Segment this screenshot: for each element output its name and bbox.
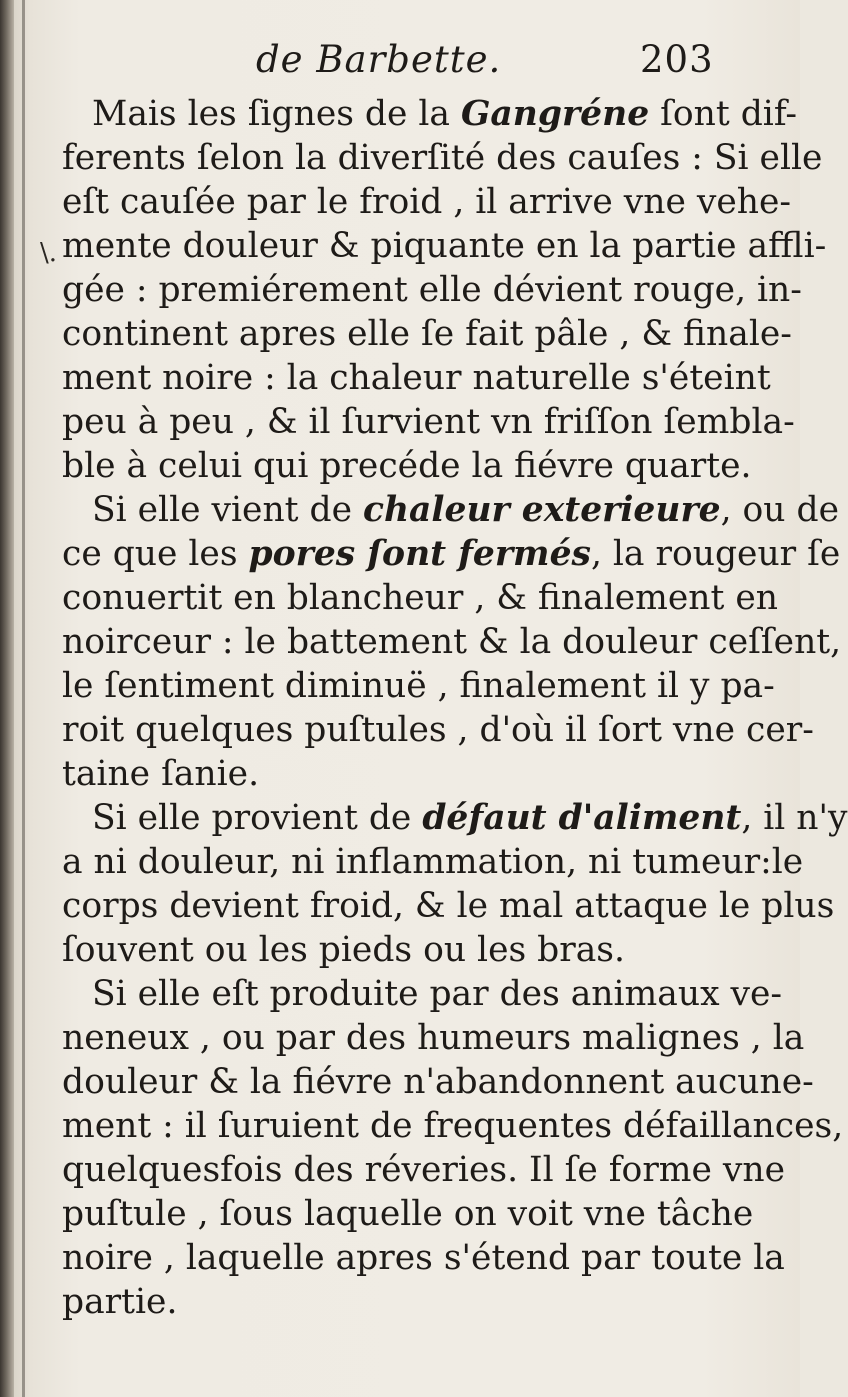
page-header [0, 38, 800, 98]
text-line: ce que les pores ſont fermés, la rougeur ſe [62, 534, 841, 574]
body-text [62, 92, 848, 1324]
text-line: Si elle provient de défaut d'aliment, il n'y [92, 798, 848, 838]
text-line: le ſentiment diminuë , finalement il y pa- [62, 666, 775, 706]
text-line: roit quelques puſtules , d'où il ſort vne cer- [62, 710, 814, 750]
text-line: neneux , ou par des humeurs malignes , la [62, 1018, 805, 1058]
paragraph-2 [62, 488, 842, 796]
page-number: 203 [640, 38, 714, 81]
text-line: puſtule , ſous laquelle on voit vne tâche [62, 1194, 754, 1234]
text-line: Si elle vient de chaleur exterieure, ou de [92, 490, 839, 530]
text-line: Mais les ſignes de la Gangréne ſont dif- [92, 94, 798, 134]
margin-mark: \. [40, 238, 58, 268]
text-line: gée : premiérement elle dévient rouge, in- [62, 270, 802, 310]
emphasis-pores-fermes: pores ſont fermés [248, 534, 591, 574]
text-line: continent apres elle ſe fait pâle , & finale- [62, 314, 792, 354]
text-line: Si elle eſt produite par des animaux ve- [92, 974, 783, 1014]
text-line: eſt cauſée par le froid , il arrive vne vehe- [62, 182, 792, 222]
text-line: conuertit en blancheur , & finalement en [62, 578, 778, 618]
text-line: noire , laquelle apres s'étend par toute la [62, 1238, 785, 1278]
paragraph-4 [62, 972, 844, 1324]
text-line: corps devient froid, & le mal attaque le plus [62, 886, 835, 926]
text-line: ment noire : la chaleur naturelle s'éteint [62, 358, 771, 398]
text-line: mente douleur & piquante en la partie affli- [62, 226, 827, 266]
paragraph-3 [62, 796, 848, 972]
text-line: noirceur : le battement & la douleur ceſſent, [62, 622, 842, 662]
running-title: de Barbette. [256, 38, 502, 81]
text-line: a ni douleur, ni inflammation, ni tumeur:le [62, 842, 804, 882]
emphasis-chaleur-exterieure: chaleur exterieure [362, 490, 721, 530]
text-line: ble à celui qui precéde la fiévre quarte. [62, 446, 752, 486]
text-line: taine ſanie. [62, 754, 260, 794]
text-line: douleur & la fiévre n'abandonnent aucune- [62, 1062, 814, 1102]
page-gutter-shadow [0, 0, 14, 1397]
text-line: peu à peu , & il ſurvient vn friſſon ſembla- [62, 402, 795, 442]
paragraph-1 [62, 92, 827, 488]
text-line: ſouvent ou les pieds ou les bras. [62, 930, 625, 970]
text-line: quelquesfois des réveries. Il ſe forme vne [62, 1150, 786, 1190]
text-line: ferents ſelon la diverſité des cauſes : Si elle [62, 138, 823, 178]
text-line: partie. [62, 1282, 178, 1322]
emphasis-defaut-aliment: défaut d'aliment [422, 798, 742, 838]
emphasis-gangrene: Gangréne [460, 94, 650, 134]
text-line: ment : il ſuruient de frequentes défaillances, [62, 1106, 844, 1146]
binding-line [22, 0, 25, 1397]
